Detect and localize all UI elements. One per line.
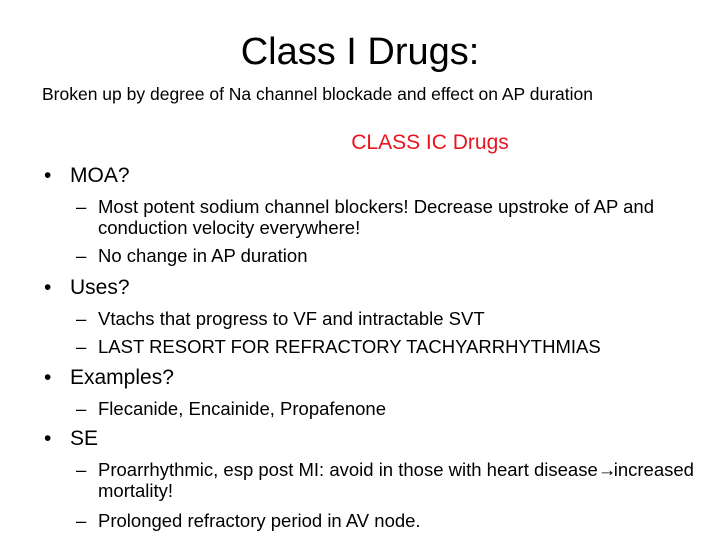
bullet-dot: • <box>44 276 52 299</box>
section-heading: CLASS IC Drugs <box>351 131 509 154</box>
se-text-part1: Proarrhythmic, esp post MI: avoid in those with heart disease <box>98 459 598 480</box>
sub-item-se-2 <box>76 510 696 531</box>
se-text-part2: increased mortality! <box>98 459 694 501</box>
sub-text: LAST RESORT FOR REFRACTORY TACHYARRHYTHMIAS <box>98 336 601 357</box>
sub-text: Most potent sodium channel blockers! Decrease upstroke of AP and conduction velocity everywhere! <box>98 196 655 238</box>
sub-text: No change in AP duration <box>98 245 308 266</box>
sub-item-examples-1 <box>76 398 696 419</box>
sub-item-uses-1 <box>76 308 696 329</box>
dash: – <box>76 308 87 329</box>
bullet-examples <box>44 365 174 391</box>
bullet-label: Uses? <box>70 276 130 299</box>
dash: – <box>76 459 87 480</box>
sub-item-se-1 <box>76 459 696 501</box>
right-arrow-icon: → <box>597 459 617 480</box>
bullet-label: SE <box>70 427 99 450</box>
slide-title: Class I Drugs: <box>240 31 480 73</box>
bullet-dot: • <box>44 164 52 187</box>
slide-subtitle: Broken up by degree of Na channel blockade and effect on AP duration <box>42 84 594 104</box>
sub-text: Prolonged refractory period in AV node. <box>98 510 421 531</box>
sub-item-moa-2 <box>76 245 696 266</box>
bullet-dot: • <box>44 366 52 389</box>
dash: – <box>76 336 87 357</box>
sub-text: Vtachs that progress to VF and intractable SVT <box>98 308 485 329</box>
bullet-dot: • <box>44 427 52 450</box>
bullet-se <box>44 426 98 452</box>
bullet-moa <box>44 163 130 189</box>
sub-item-uses-2 <box>76 336 696 357</box>
bullet-label: Examples? <box>70 366 174 389</box>
bullet-label: MOA? <box>70 164 130 187</box>
sub-item-moa-1 <box>76 196 696 238</box>
dash: – <box>76 245 87 266</box>
bullet-uses <box>44 275 130 301</box>
dash: – <box>76 196 87 217</box>
dash: – <box>76 510 87 531</box>
sub-text: Flecanide, Encainide, Propafenone <box>98 398 386 419</box>
sub-text <box>76 459 696 501</box>
dash: – <box>76 398 87 419</box>
